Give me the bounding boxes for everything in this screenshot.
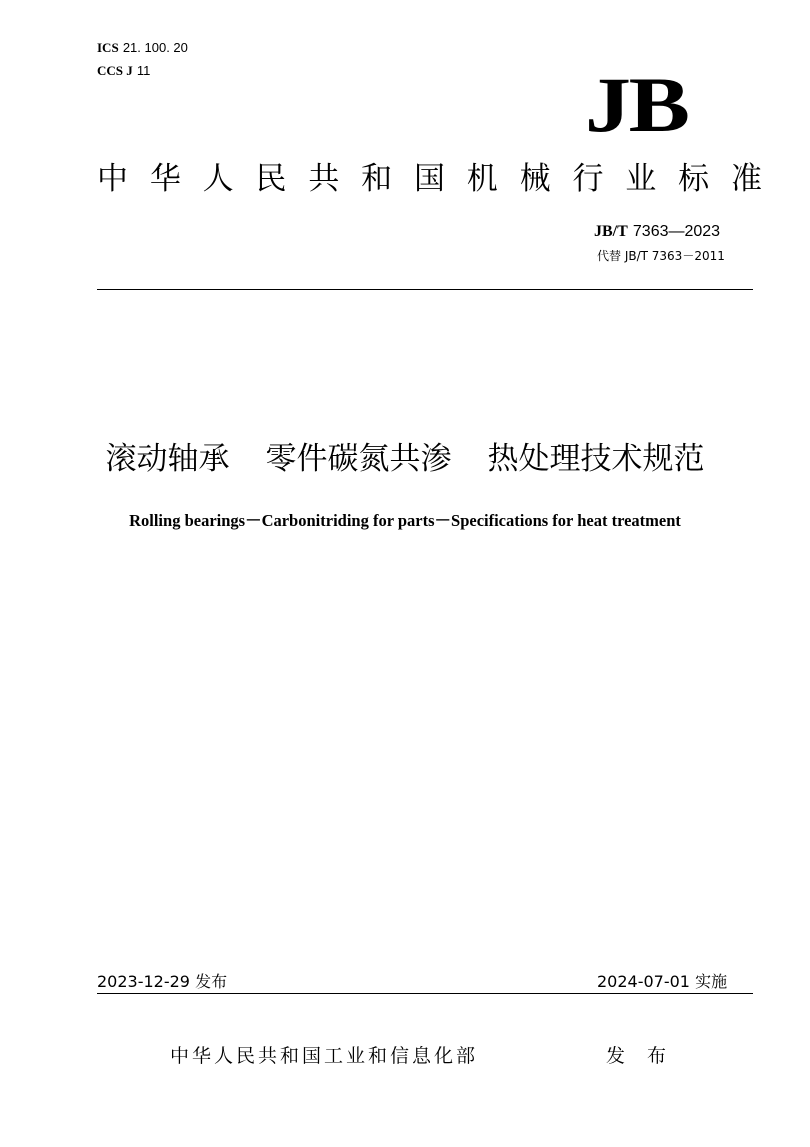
standard-title-char: 人 xyxy=(202,161,234,197)
replaces-standard: 代替 JB/T 7363－2011 xyxy=(597,249,725,263)
standard-title-char: 准 xyxy=(730,161,762,197)
jb-logo: JB xyxy=(585,61,688,148)
standard-title-char: 行 xyxy=(572,161,604,197)
ics-label: ICS xyxy=(97,40,119,55)
bottom-divider xyxy=(97,993,753,994)
standard-code-number: 7363—2023 xyxy=(632,223,721,240)
chinese-title xyxy=(0,437,810,481)
standard-code xyxy=(594,220,720,243)
publish-label: 发 布 xyxy=(606,1045,675,1067)
ccs-label: CCS J xyxy=(97,63,133,78)
ics-value: 21. 100. 20 xyxy=(122,40,188,55)
standard-title-char: 械 xyxy=(519,161,551,197)
publisher: 中华人民共和国工业和信息化部 xyxy=(170,1045,479,1067)
implementation-date: 2024-07-01 实施 xyxy=(597,972,728,991)
ccs-code xyxy=(97,63,150,80)
standard-title-char: 民 xyxy=(255,161,287,197)
standard-title-char: 共 xyxy=(308,161,340,197)
ccs-value: 11 xyxy=(136,63,151,78)
ics-code xyxy=(97,40,188,57)
standard-title-char: 华 xyxy=(149,161,181,197)
standard-title-char: 业 xyxy=(625,161,657,197)
standard-title xyxy=(97,157,762,201)
top-divider xyxy=(97,289,753,290)
standard-title-char: 和 xyxy=(361,161,393,197)
chinese-title-part-3: 热处理技术规范 xyxy=(487,441,705,477)
issue-date: 2023-12-29 发布 xyxy=(97,972,228,991)
standard-title-char: 中 xyxy=(97,161,128,197)
standard-title-char: 国 xyxy=(413,161,445,197)
chinese-title-part-2: 零件碳氮共渗 xyxy=(265,441,452,477)
chinese-title-part-1: 滚动轴承 xyxy=(105,441,230,477)
standard-title-char: 机 xyxy=(466,161,498,197)
standard-title-char: 标 xyxy=(678,161,710,197)
standard-code-prefix: JB/T xyxy=(594,223,628,240)
english-title: Rolling bearings－Carbonitriding for parts－Specifications for heat treatment xyxy=(129,511,681,530)
